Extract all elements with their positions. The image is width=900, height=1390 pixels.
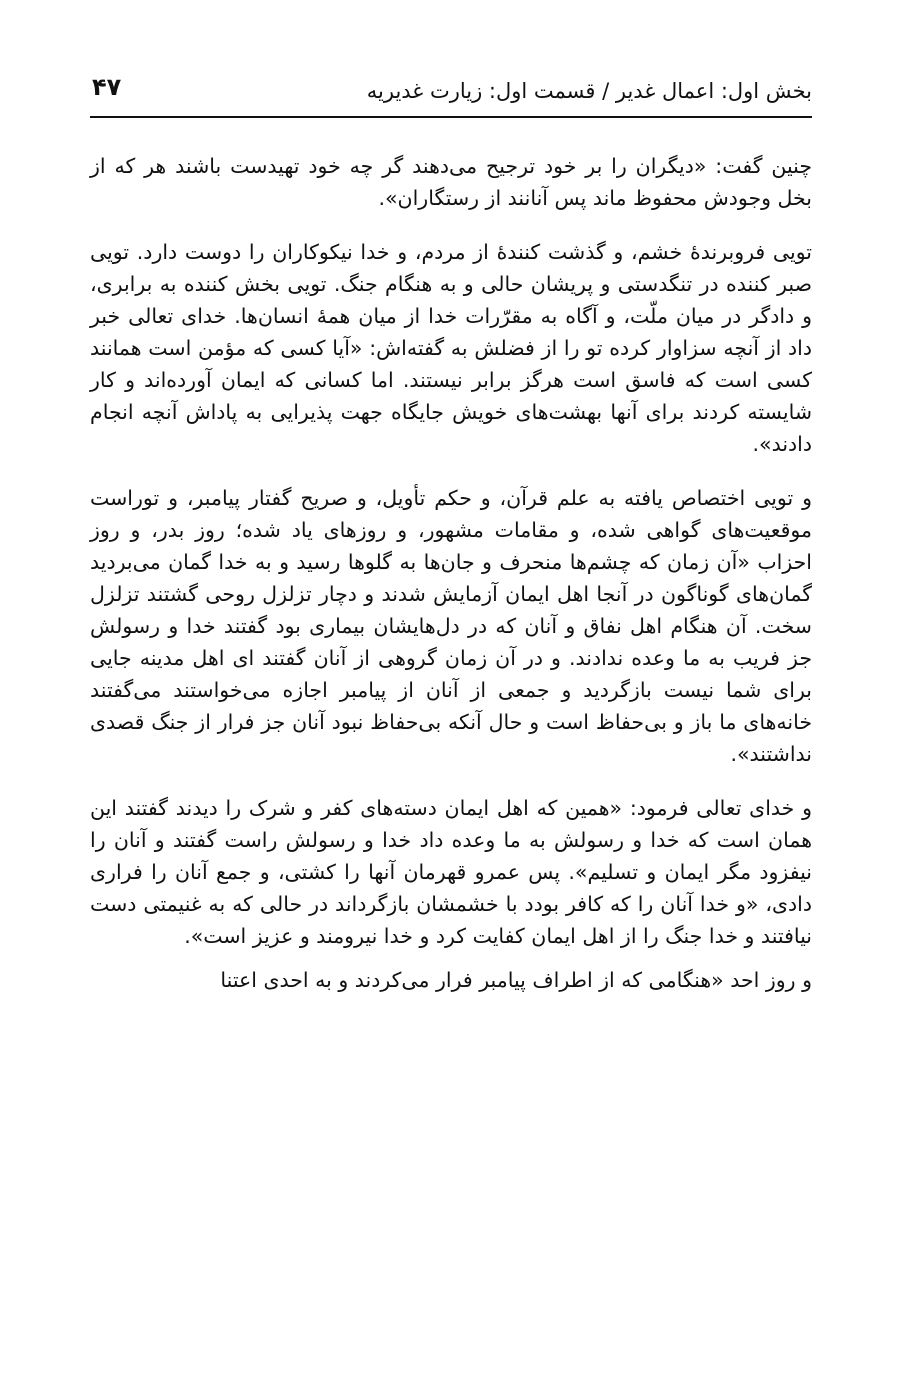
book-page (90, 60, 812, 1360)
page-header (90, 60, 812, 118)
paragraph-4: و خدای تعالی فرمود: «همین که اهل ایمان دسته‌های کفر و شرک را دیدند گفتند این همان است که خدا و رسولش به ما وعده داد خدا و رسولش راست گفتند و آنان را نیفزود مگر ایمان و تسلیم». پس عمرو قهرمان آنها را کشتی، و جمع آنان را فراری دادی، «و خدا آنان را که کافر بودد با خشمشان بازگرداند در حالی که به غنیمتی دست نیافتند و خدا جنگ را از اهل ایمان کفایت کرد و خدا نیرومند و عزیز است». (90, 796, 812, 948)
paragraph-2: تویی فروبرندهٔ خشم، و گذشت کنندهٔ از مردم، و خدا نیکوکاران را دوست دارد. تویی صبر کننده در تنگدستی و پریشان حالی و به هنگام جنگ. تویی بخش کننده به برابری، و دادگر در میان ملّت، و آگاه به مقرّرات خدا از میان همهٔ انسان‌ها. خدای تعالی خبر داد از آنچه سزاوار کرده تو را از فضلش به گفته‌اش: «آیا کسی که مؤمن است همانند کسی است که فاسق است هرگز برابر نیستند. اما کسانی که ایمان آورده‌اند و کار شایسته کردند برای آنها بهشت‌های خویش جایگاه جهت پذیرایی به پاداش آنچه انجام دادند». (90, 240, 812, 456)
paragraph-1: چنین گفت: «دیگران را بر خود ترجیح می‌دهند گر چه خود تهیدست باشند هر که از بخل وجودش محفوظ ماند پس آنانند از رستگاران». (90, 154, 812, 210)
page-number: ۴۷ (92, 73, 122, 101)
body-text (90, 150, 812, 996)
running-title: بخش اول: اعمال غدیر / قسمت اول: زیارت غدیریه (366, 79, 812, 103)
paragraph-5: و روز احد «هنگامی که از اطراف پیامبر فرار می‌کردند و به احدی اعتنا (220, 968, 812, 992)
paragraph-3: و تویی اختصاص یافته به علم قرآن، و حکم تأویل، و صریح گفتار پیامبر، و توراست موقعیت‌های گواهی شده، و مقامات مشهور، و روزهای یاد شده؛ روز بدر، و روز احزاب «آن زمان که چشم‌ها منحرف و جان‌ها به گلوها رسید و به خدا گمان می‌بردید گمان‌های گوناگون در آنجا اهل ایمان آزمایش شدند و دچار تزلزل روحی گشتند تزلزل سخت. آن هنگام اهل نفاق و آنان که در دل‌هایشان بیماری بود گفتند خدا و رسولش جز فریب به ما وعده ندادند. و در آن زمان گروهی از آنان گفتند ای اهل مدینه جایی برای شما نیست بازگردید و جمعی از آنان از پیامبر اجازه می‌خواستند می‌گفتند خانه‌های ما باز و بی‌حفاظ است و حال آنکه بی‌حفاظ نبود آنان جز فرار از جنگ قصدی نداشتند». (90, 486, 812, 766)
